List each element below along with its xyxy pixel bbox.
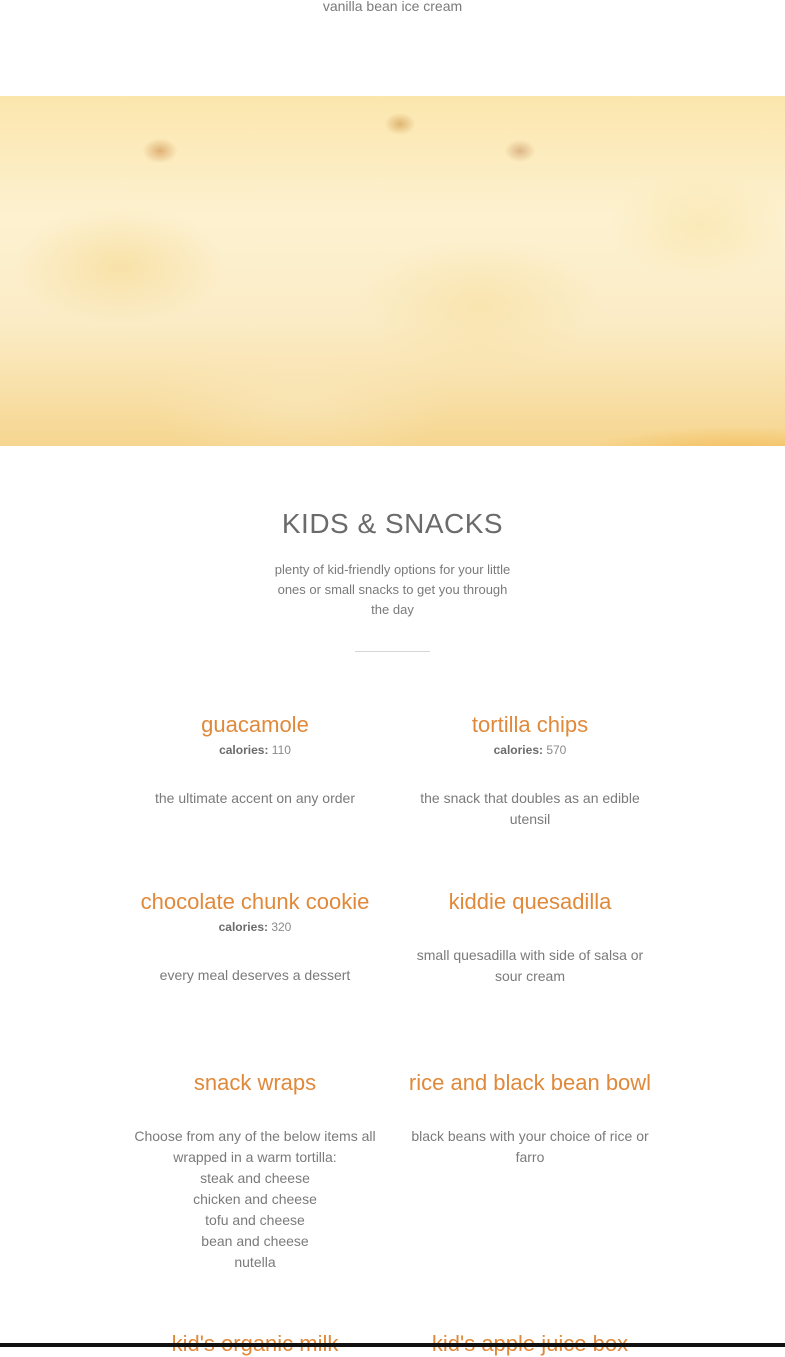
calories-value: 320 xyxy=(271,920,292,934)
menu-item-calories xyxy=(130,919,380,935)
menu-item-description: small quesadilla with side of salsa or sour cream xyxy=(416,947,644,984)
menu-item-name: snack wraps xyxy=(193,1070,317,1095)
menu-item-calories xyxy=(130,742,380,758)
menu-item-rice-and-black-bean-bowl xyxy=(405,1070,655,1168)
menu-item-guacamole xyxy=(130,712,380,809)
menu-item-name: kiddie quesadilla xyxy=(448,889,612,914)
wrap-option: steak and cheese xyxy=(200,1170,310,1186)
menu-item-calories xyxy=(405,742,655,758)
menu-item-snack-wraps xyxy=(130,1070,380,1273)
calories-value: 110 xyxy=(271,743,291,757)
calories-label: calories: xyxy=(218,920,268,934)
section-description: plenty of kid-friendly options for your little ones or small snacks to get you through the day xyxy=(274,562,511,617)
wrap-option: nutella xyxy=(234,1254,276,1270)
calories-label: calories: xyxy=(493,743,543,757)
menu-item-name: chocolate chunk cookie xyxy=(140,889,370,914)
menu-item-kiddie-quesadilla xyxy=(405,889,655,987)
menu-item-description: every meal deserves a dessert xyxy=(159,967,351,983)
clipped-row xyxy=(0,1330,785,1343)
bottom-edge-bar xyxy=(0,1343,785,1347)
menu-item-chocolate-chunk-cookie xyxy=(130,889,380,986)
wrap-option: chicken and cheese xyxy=(193,1191,317,1207)
calories-value: 570 xyxy=(546,743,567,757)
hero-image xyxy=(0,96,785,446)
menu-item-description: Choose from any of the below items all wrapped in a warm tortilla: xyxy=(134,1128,376,1165)
wrap-option: tofu and cheese xyxy=(205,1212,305,1228)
section-divider xyxy=(355,651,430,652)
menu-item-name: tortilla chips xyxy=(471,712,589,737)
menu-item-description: the snack that doubles as an edible utensil xyxy=(420,790,640,827)
calories-label: calories: xyxy=(219,743,269,757)
menu-item-name: guacamole xyxy=(201,712,309,737)
section-title: KIDS & SNACKS xyxy=(281,508,504,539)
menu-item-name: rice and black bean bowl xyxy=(408,1070,652,1095)
menu-item-tortilla-chips xyxy=(405,712,655,830)
previous-item-description: vanilla bean ice cream xyxy=(322,0,463,14)
menu-item-description: the ultimate accent on any order xyxy=(154,790,355,806)
wrap-option: bean and cheese xyxy=(201,1233,309,1249)
menu-item-description: black beans with your choice of rice or farro xyxy=(411,1128,649,1165)
